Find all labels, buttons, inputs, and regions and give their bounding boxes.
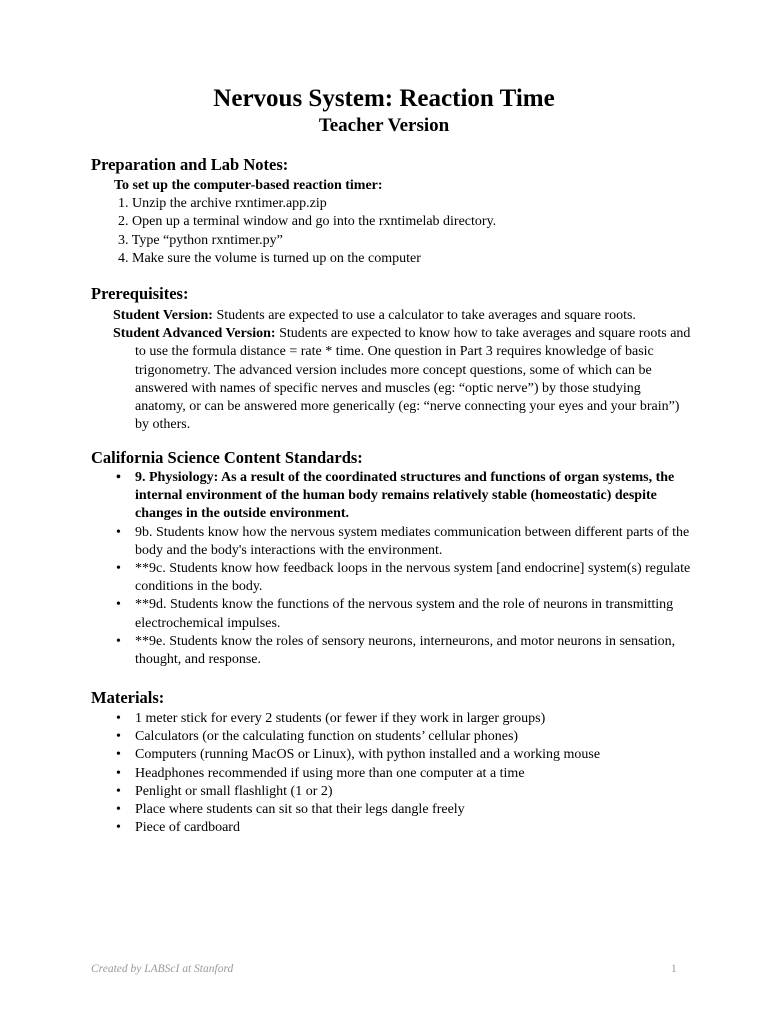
material-text: Place where students can sit so that their legs dangle freely — [135, 802, 465, 818]
setup-label: To set up the computer-based reaction timer: — [114, 178, 383, 193]
setup-step: 2. Open up a terminal window and go into the rxntimelab directory. — [118, 214, 497, 230]
material-text: Penlight or small flashlight (1 or 2) — [135, 783, 333, 799]
list-item — [91, 469, 691, 524]
standard-text: **9d. Students know the functions of the nervous system and the role of neurons in transmitting electrochemical impulses. — [135, 597, 674, 631]
list-item — [91, 560, 691, 596]
standard-text: **9c. Students know how feedback loops in the nervous system [and endocrine] system(s) regulate conditions in the body. — [135, 561, 691, 595]
student-version-paragraph — [91, 307, 691, 325]
standard-text: **9e. Students know the roles of sensory neurons, interneurons, and motor neurons in sensation, thought, and response. — [135, 633, 676, 668]
list-item — [91, 710, 691, 728]
list-item — [91, 633, 691, 669]
prep-section — [91, 155, 691, 268]
material-text: Headphones recommended if using more than one computer at a time — [135, 765, 525, 781]
document-subtitle: Teacher Version — [318, 115, 450, 136]
material-text: Calculators (or the calculating function on students’ cellular phones) — [135, 729, 519, 745]
bullet-icon: • — [116, 747, 121, 763]
standards-heading: California Science Content Standards: — [91, 448, 363, 467]
advanced-version-paragraph — [91, 325, 691, 434]
student-version-label: Student Version: — [113, 308, 213, 323]
prereq-section — [91, 284, 691, 434]
list-item — [91, 819, 691, 837]
page-number: 1 — [671, 963, 677, 975]
footer-credit: Created by LABScI at Stanford — [91, 963, 234, 975]
standard-text: 9b. Students know how the nervous system mediates communication between different parts of the body and the body's interactions with the environment. — [135, 524, 690, 558]
bullet-icon: • — [116, 820, 121, 836]
bullet-icon: • — [116, 802, 121, 818]
bullet-icon: • — [116, 470, 121, 485]
standards-section — [91, 448, 691, 669]
list-item — [91, 765, 691, 783]
list-item — [91, 524, 691, 560]
document-title: Nervous System: Reaction Time — [213, 85, 555, 112]
list-item — [91, 746, 691, 764]
bullet-icon: • — [116, 524, 121, 540]
advanced-version-label: Student Advanced Version: — [113, 326, 276, 342]
bullet-icon: • — [116, 783, 121, 799]
list-item — [91, 728, 691, 746]
prereq-heading: Prerequisites: — [91, 284, 189, 303]
material-text: Piece of cardboard — [135, 820, 240, 836]
material-text: 1 meter stick for every 2 students (or fewer if they work in larger groups) — [135, 711, 546, 726]
bullet-icon: • — [116, 597, 121, 613]
bullet-icon: • — [116, 729, 121, 745]
bullet-icon: • — [116, 561, 121, 577]
list-item — [91, 801, 691, 819]
prep-heading: Preparation and Lab Notes: — [91, 155, 289, 174]
setup-step: 1. Unzip the archive rxntimer.app.zip — [118, 196, 327, 212]
materials-section — [91, 688, 691, 837]
setup-steps — [91, 195, 691, 268]
bullet-icon: • — [116, 633, 121, 649]
list-item — [91, 783, 691, 801]
standard-text: 9. Physiology: As a result of the coordinated structures and functions of organ systems, the internal environment of the human body remains relatively stable (homeostatic) despite changes in the outside environment. — [135, 470, 675, 522]
material-text: Computers (running MacOS or Linux), with python installed and a working mouse — [135, 747, 601, 763]
bullet-icon: • — [116, 765, 121, 781]
bullet-icon: • — [116, 711, 121, 726]
setup-step: 3. Type “python rxntimer.py” — [118, 232, 283, 248]
student-version-text: Students are expected to use a calculator to take averages and square roots. — [212, 308, 636, 323]
list-item — [91, 596, 691, 632]
materials-list — [91, 710, 691, 837]
advanced-version-text: Students are expected to know how to take averages and square roots and to use the formula distance = rate * time. One question in Part 3 requires knowledge of basic trigonometry. The advanced version includes more concept questions, some of which can be answered with names of specific nerves and muscles (eg: “optic nerve”) by those studying anatomy, or can be answered more generically (eg: “nerve connecting your eyes and your brain”) by others. — [135, 326, 691, 433]
standards-list — [91, 469, 691, 669]
setup-step: 4. Make sure the volume is turned up on the computer — [118, 250, 421, 266]
materials-heading: Materials: — [91, 688, 165, 707]
